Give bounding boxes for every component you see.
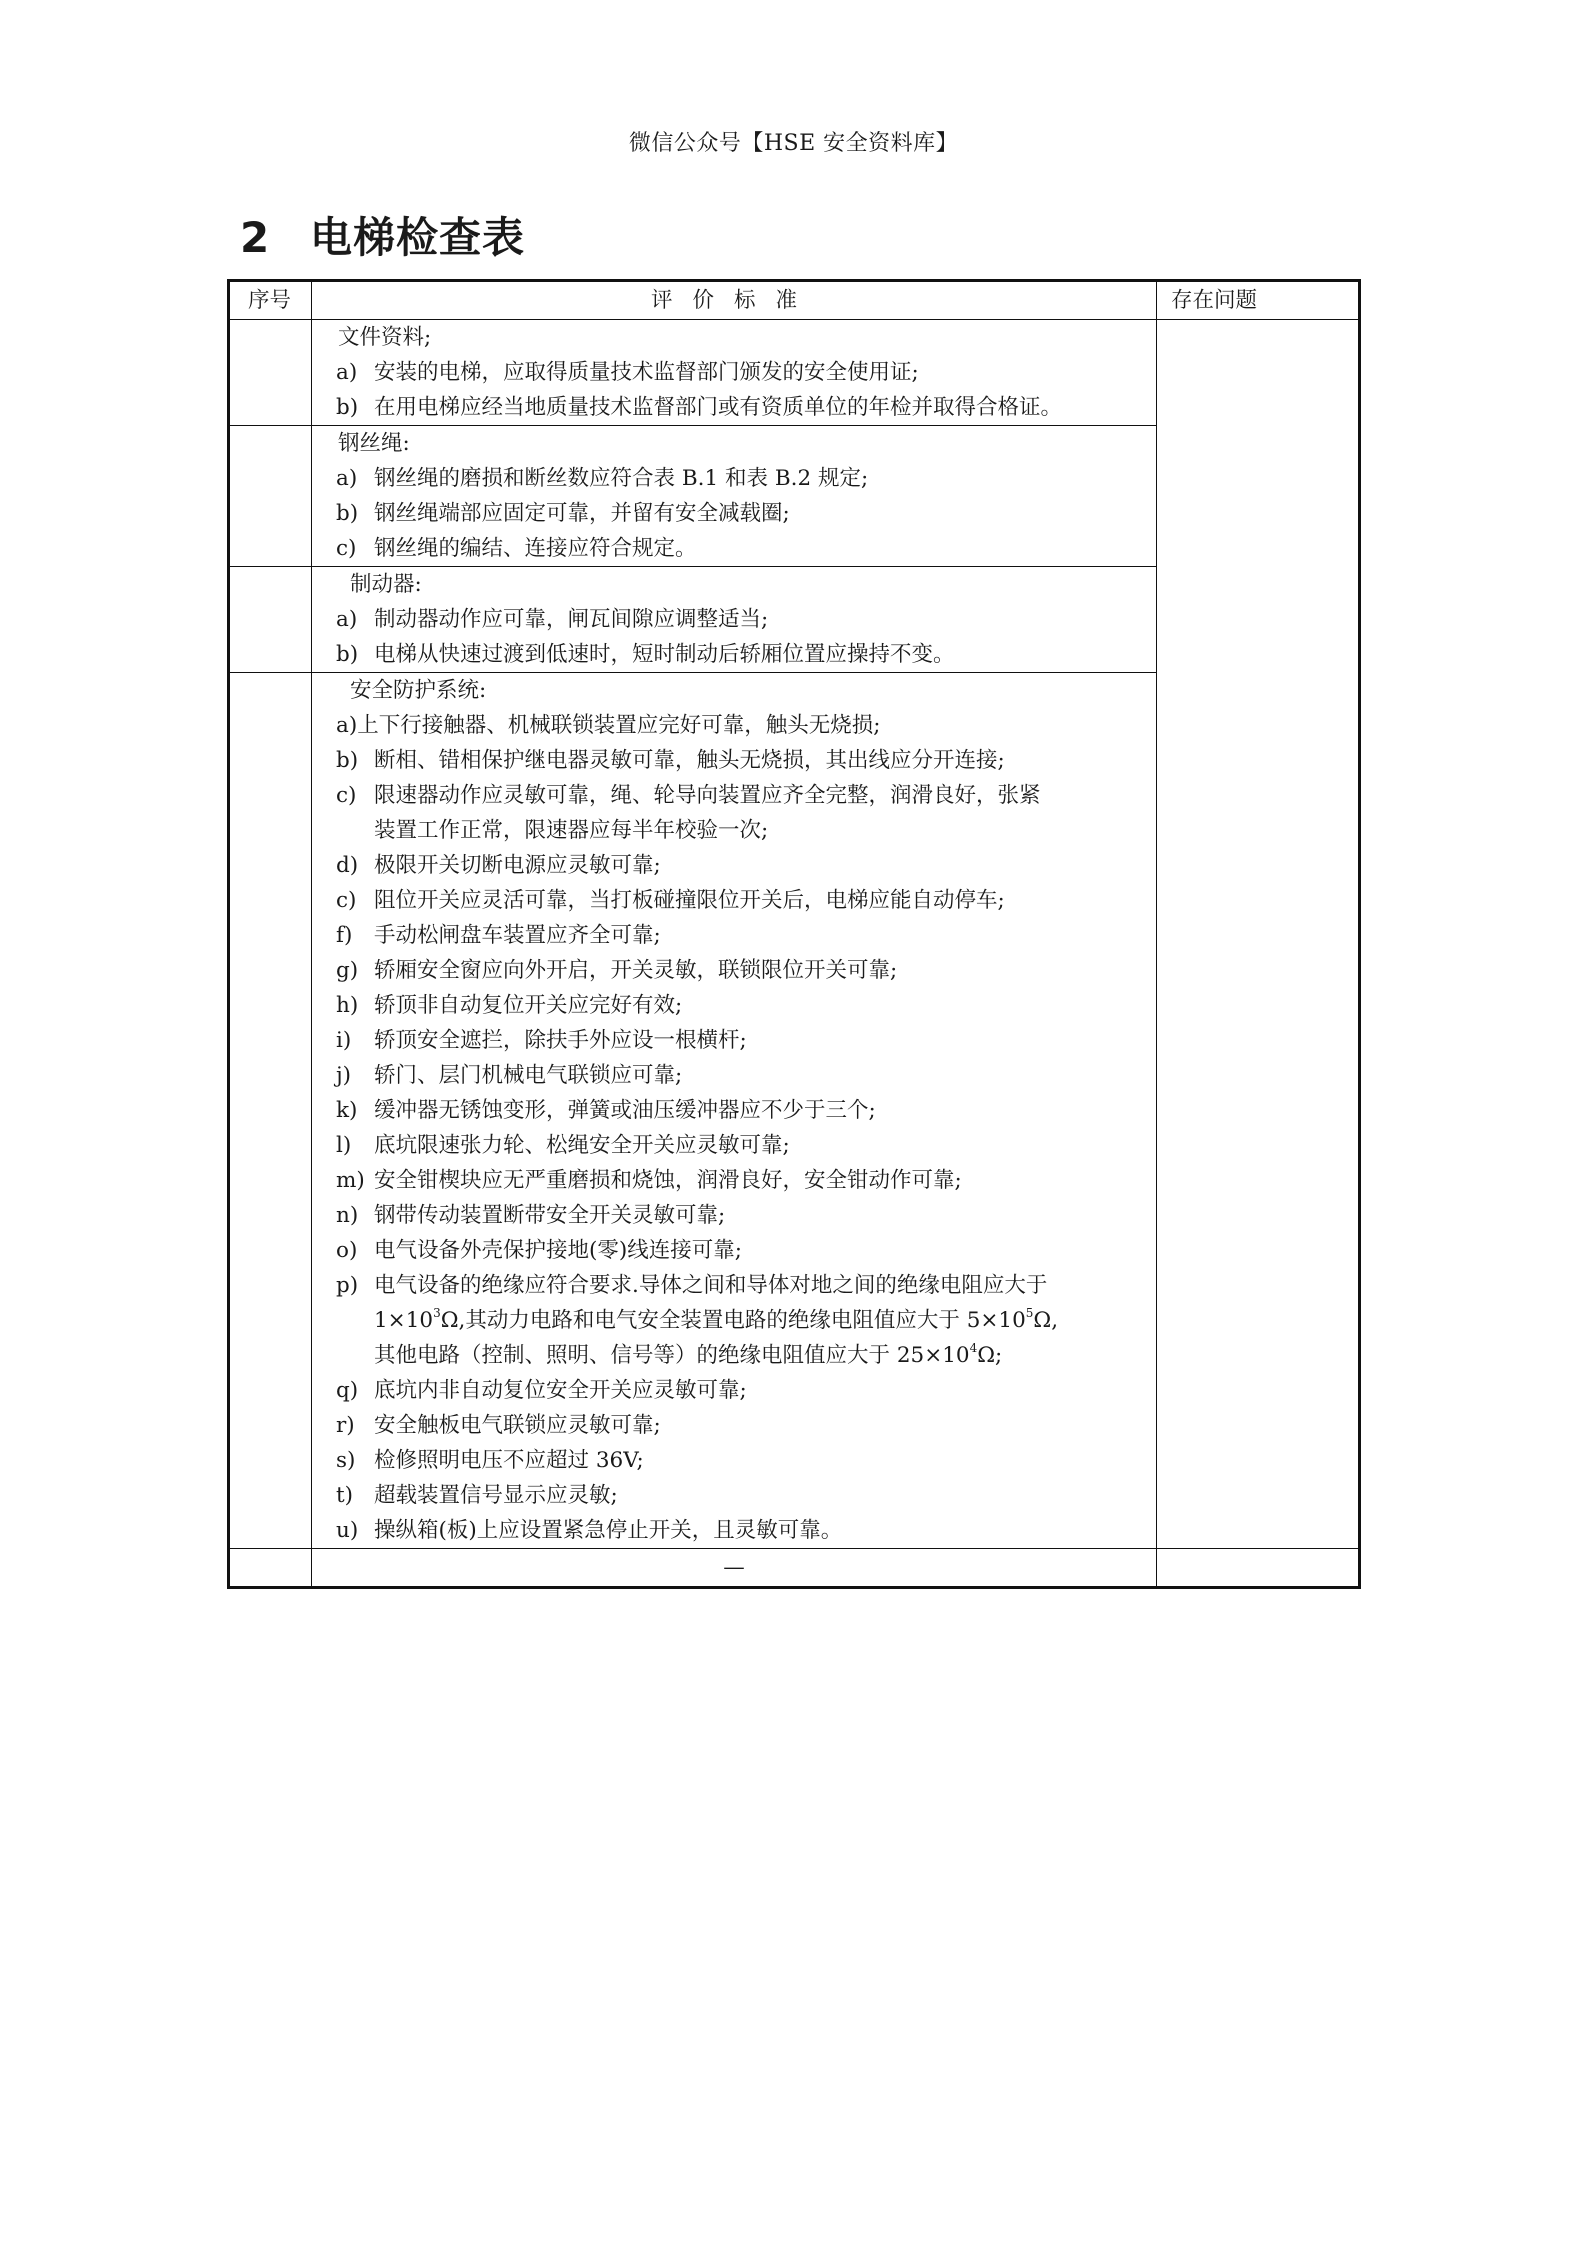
section-title: 电梯检查表 — [310, 213, 526, 262]
item-label: i) — [336, 1028, 352, 1053]
list-item — [336, 390, 1146, 425]
item-label: k) — [336, 1098, 358, 1123]
item-label: s) — [336, 1448, 356, 1473]
item-label: u) — [336, 1518, 359, 1543]
item-text: 电梯从快速过渡到低速时，短时制动后轿厢位置应操持不变。 — [374, 642, 955, 667]
group-title: 文件资料; — [338, 325, 432, 350]
p-value-part: Ω; — [977, 1343, 1003, 1368]
section-heading — [240, 205, 525, 265]
item-label: c) — [336, 536, 357, 561]
item-text: 超载装置信号显示应灵敏; — [374, 1483, 618, 1508]
list-item — [336, 708, 1146, 743]
item-text: 轿顶安全遮拦，除扶手外应设一根横杆; — [374, 1028, 747, 1053]
list-item — [336, 1023, 1146, 1058]
p-value-part: 其他电路（控制、照明、信号等）的绝缘电阻值应大于 25×10 — [374, 1343, 970, 1368]
list-item — [336, 1513, 1146, 1548]
list-item — [336, 355, 1146, 390]
item-text: 断相、错相保护继电器灵敏可靠，触头无烧损，其出线应分开连接; — [374, 748, 1005, 773]
item-text: 电气设备外壳保护接地(零)线连接可靠; — [374, 1238, 743, 1263]
item-label: n) — [336, 1203, 359, 1228]
p-exponent: 5 — [1025, 1305, 1034, 1320]
list-item — [336, 953, 1146, 988]
standard-cell — [312, 567, 1157, 673]
p-value-part: Ω,其动力电路和电气安全装置电路的绝缘电阻值应大于 5×10 — [440, 1308, 1026, 1333]
list-item — [336, 848, 1146, 883]
list-item — [336, 1233, 1146, 1268]
group-title: 钢丝绳: — [338, 431, 410, 456]
standard-cell — [312, 320, 1157, 426]
item-label: c) — [336, 783, 357, 808]
list-item — [336, 1128, 1146, 1163]
standard-cell — [312, 426, 1157, 567]
list-item — [336, 531, 1146, 566]
seq-cell — [229, 567, 312, 673]
list-item — [336, 1478, 1146, 1513]
list-item — [336, 602, 1146, 637]
item-text: 轿门、层门机械电气联锁应可靠; — [374, 1063, 683, 1088]
item-label: l) — [336, 1133, 352, 1158]
item-text: 轿顶非自动复位开关应完好有效; — [374, 993, 683, 1018]
section-number: 2 — [240, 213, 271, 262]
item-text: 缓冲器无锈蚀变形，弹簧或油压缓冲器应不少于三个; — [374, 1098, 876, 1123]
list-item — [336, 1268, 1146, 1373]
seq-cell — [229, 673, 312, 1549]
item-text: 钢丝绳的磨损和断丝数应符合表 B.1 和表 B.2 规定; — [374, 466, 869, 491]
list-item — [336, 778, 1146, 848]
seq-cell — [229, 426, 312, 567]
item-label: b) — [336, 748, 359, 773]
item-label: g) — [336, 958, 359, 983]
item-text: 检修照明电压不应超过 36V; — [374, 1448, 644, 1473]
item-label: a) — [336, 360, 358, 385]
item-text: 上下行接触器、机械联锁装置应完好可靠，触头无烧损; — [357, 713, 881, 738]
header-issue: 存在问题 — [1157, 281, 1360, 320]
item-text: 底坑内非自动复位安全开关应灵敏可靠; — [374, 1378, 747, 1403]
issue-cell — [1157, 1549, 1360, 1588]
item-label: a) — [336, 607, 358, 632]
item-label: b) — [336, 395, 359, 420]
list-item — [336, 496, 1146, 531]
item-text: 底坑限速张力轮、松绳安全开关应灵敏可靠; — [374, 1133, 790, 1158]
item-label: o) — [336, 1238, 358, 1263]
item-label: d) — [336, 853, 359, 878]
item-text-continuation: 装置工作正常，限速器应每半年校验一次; — [374, 818, 769, 843]
seq-cell — [229, 1549, 312, 1588]
issue-cell — [1157, 320, 1360, 1549]
list-item — [336, 883, 1146, 918]
item-label: h) — [336, 993, 359, 1018]
table-footer-row — [229, 1549, 1360, 1588]
list-item — [336, 637, 1146, 672]
header-standard: 评价标准 — [312, 281, 1157, 320]
item-label: f) — [336, 923, 353, 948]
item-text-continuation — [374, 1303, 1146, 1338]
list-item — [336, 1093, 1146, 1128]
item-label: a) — [336, 466, 358, 491]
item-label: a) — [336, 713, 358, 738]
item-text: 限速器动作应灵敏可靠，绳、轮导向装置应齐全完整，润滑良好，张紧 — [374, 783, 1041, 808]
item-label: c) — [336, 888, 357, 913]
list-item — [336, 918, 1146, 953]
table-header-row — [229, 281, 1360, 320]
elevator-checklist-table — [227, 279, 1361, 1589]
item-text: 钢丝绳端部应固定可靠，并留有安全减载圈; — [374, 501, 790, 526]
item-text: 钢丝绳的编结、连接应符合规定。 — [374, 536, 697, 561]
item-text: 在用电梯应经当地质量技术监督部门或有资质单位的年检并取得合格证。 — [374, 395, 1063, 420]
item-label: q) — [336, 1378, 359, 1403]
item-label: j) — [336, 1063, 352, 1088]
table-row — [229, 320, 1360, 426]
item-text: 操纵箱(板)上应设置紧急停止开关，且灵敏可靠。 — [374, 1518, 843, 1543]
item-text: 轿厢安全窗应向外开启，开关灵敏，联锁限位开关可靠; — [374, 958, 898, 983]
item-text: 钢带传动装置断带安全开关灵敏可靠; — [374, 1203, 726, 1228]
item-text: 阻位开关应灵活可靠，当打板碰撞限位开关后，电梯应能自动停车; — [374, 888, 1005, 913]
item-text: 制动器动作应可靠，闸瓦间隙应调整适当; — [374, 607, 769, 632]
item-text-continuation — [374, 1338, 1146, 1373]
item-label: t) — [336, 1483, 354, 1508]
header-seq: 序号 — [229, 281, 312, 320]
item-label: b) — [336, 501, 359, 526]
seq-cell — [229, 320, 312, 426]
item-text: 电气设备的绝缘应符合要求.导体之间和导体对地之间的绝缘电阻应大于 — [374, 1273, 1048, 1298]
list-item — [336, 461, 1146, 496]
list-item — [336, 988, 1146, 1023]
list-item — [336, 743, 1146, 778]
item-label: p) — [336, 1273, 359, 1298]
group-title: 制动器: — [350, 572, 422, 597]
item-text: 安装的电梯，应取得质量技术监督部门颁发的安全使用证; — [374, 360, 919, 385]
list-item — [336, 1058, 1146, 1093]
list-item — [336, 1408, 1146, 1443]
standard-cell — [312, 673, 1157, 1549]
item-text: 安全钳楔块应无严重磨损和烧蚀，润滑良好，安全钳动作可靠; — [374, 1168, 962, 1193]
p-exponent: 4 — [969, 1340, 978, 1355]
p-value-part: 1×10 — [374, 1308, 434, 1333]
item-text: 手动松闸盘车装置应齐全可靠; — [374, 923, 661, 948]
list-item — [336, 1443, 1146, 1478]
item-label: m) — [336, 1168, 365, 1193]
group-title: 安全防护系统: — [350, 678, 487, 703]
p-exponent: 3 — [433, 1305, 441, 1320]
item-text: 极限开关切断电源应灵敏可靠; — [374, 853, 661, 878]
item-text: 安全触板电气联锁应灵敏可靠; — [374, 1413, 661, 1438]
list-item — [336, 1198, 1146, 1233]
item-label: b) — [336, 642, 359, 667]
list-item — [336, 1373, 1146, 1408]
p-value-part: Ω, — [1033, 1308, 1059, 1333]
item-label: r) — [336, 1413, 355, 1438]
footer-mark: — — [312, 1549, 1157, 1588]
page-header: 微信公众号【HSE 安全资料库】 — [628, 131, 959, 156]
list-item — [336, 1163, 1146, 1198]
